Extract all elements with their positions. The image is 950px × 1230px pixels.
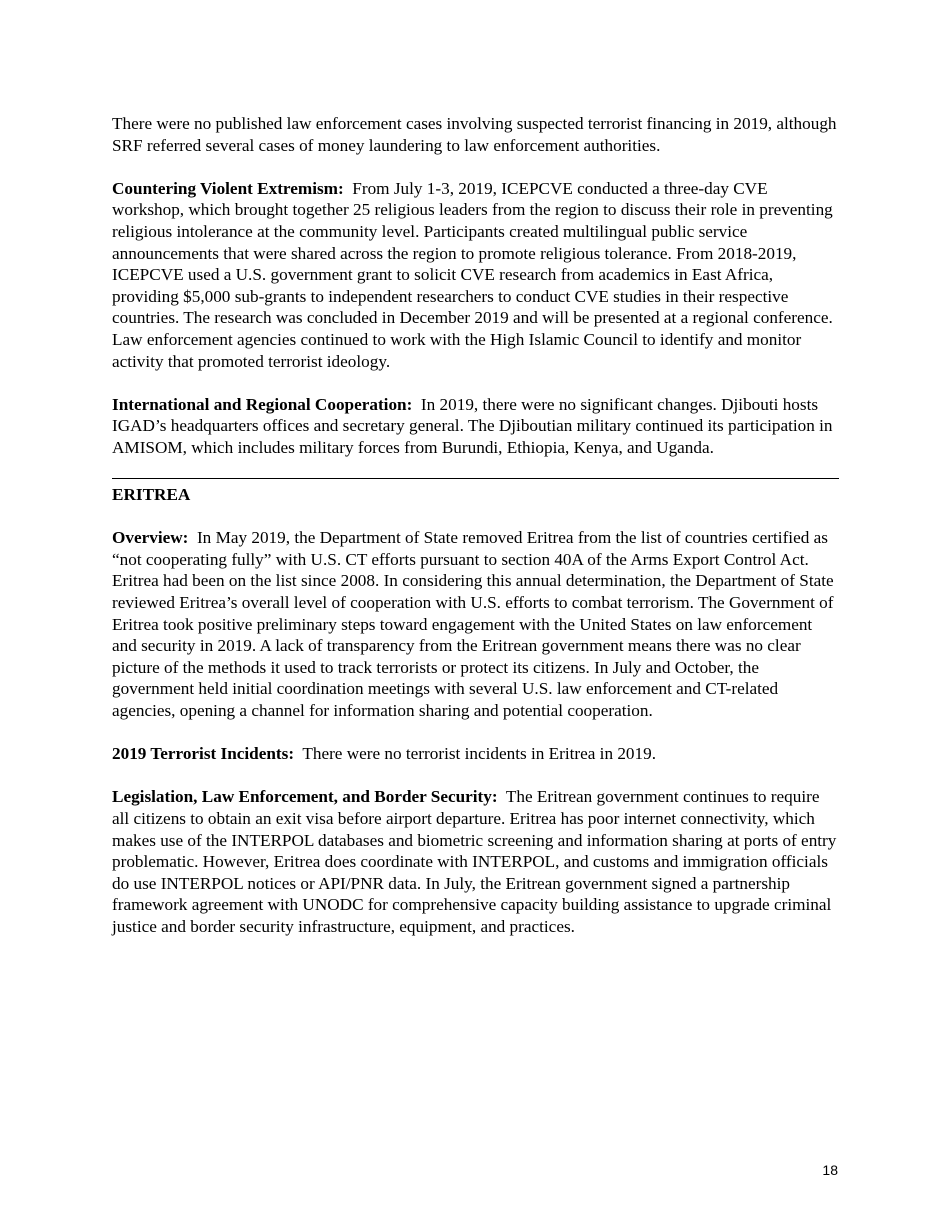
paragraph-legislation-border-security: [112, 786, 840, 937]
paragraph-heading: Countering Violent Extremism:: [112, 178, 344, 198]
document-body: [112, 113, 840, 959]
paragraph-text: In 2019, there were no significant changes. Djibouti hosts IGAD’s headquarters offices and secretary general. The Djiboutian military continued its participation in AMISOM, which includes military forces from Burundi, Ethiopia, Kenya, and Uganda.: [112, 394, 833, 457]
paragraph-terrorist-financing: [112, 113, 840, 156]
paragraph-terrorist-incidents: [112, 743, 840, 765]
paragraph-text: From July 1-3, 2019, ICEPCVE conducted a three-day CVE workshop, which brought together 25 religious leaders from the region to discuss their role in preventing religious intolerance at the community level. Participants created multilingual public service announcements that were shared across the region to promote religious tolerance. From 2018-2019, ICEPCVE used a U.S. government grant to solicit CVE research from academics in East Africa, providing $5,000 sub-grants to independent researchers to conduct CVE studies in their respective countries. The research was concluded in December 2019 and will be presented at a regional conference. Law enforcement agencies continued to work with the High Islamic Council to identify and monitor activity that promoted terrorist ideology.: [112, 178, 833, 371]
paragraph-heading: Legislation, Law Enforcement, and Border Security:: [112, 787, 498, 807]
paragraph-text: The Eritrean government continues to require all citizens to obtain an exit visa before airport departure. Eritrea has poor internet connectivity, which makes use of the INTERPOL databases and biometric screening and information sharing at ports of entry problematic. However, Eritrea does coordinate with INTERPOL, and customs and immigration officials do use INTERPOL notices or API/PNR data. In July, the Eritrean government signed a partnership framework agreement with UNODC for comprehensive capacity building assistance to upgrade criminal justice and border security infrastructure, equipment, and practices.: [112, 787, 837, 936]
section-divider: [112, 478, 839, 479]
paragraph-countering-violent-extremism: [112, 178, 840, 372]
paragraph-heading: 2019 Terrorist Incidents:: [112, 744, 295, 764]
paragraph-international-cooperation: [112, 394, 840, 459]
paragraph-text: There were no terrorist incidents in Eritrea in 2019.: [302, 744, 657, 764]
page-number: 18: [822, 1162, 838, 1178]
paragraph-heading: International and Regional Cooperation:: [112, 394, 413, 414]
section-title: ERITREA: [112, 485, 191, 505]
paragraph-text: There were no published law enforcement cases involving suspected terrorist financing in 2019, although SRF referred several cases of money laundering to law enforcement authorities.: [112, 114, 837, 155]
paragraph-overview: [112, 527, 840, 721]
paragraph-heading: Overview:: [112, 528, 189, 548]
paragraph-text: In May 2019, the Department of State removed Eritrea from the list of countries certified as “not cooperating fully” with U.S. CT efforts pursuant to section 40A of the Arms Export Control Act. Eritrea had been on the list since 2008. In considering this annual determination, the Department of State reviewed Eritrea’s overall level of cooperation with U.S. efforts to combat terrorism. The Government of Eritrea took positive preliminary steps toward engagement with the United States on law enforcement and security in 2019. A lack of transparency from the Eritrean government means there was no clear picture of the methods it used to track terrorists or protect its citizens. In July and October, the government held initial coordination meetings with several U.S. law enforcement and CT-related agencies, opening a channel for information sharing and potential cooperation.: [112, 528, 834, 721]
